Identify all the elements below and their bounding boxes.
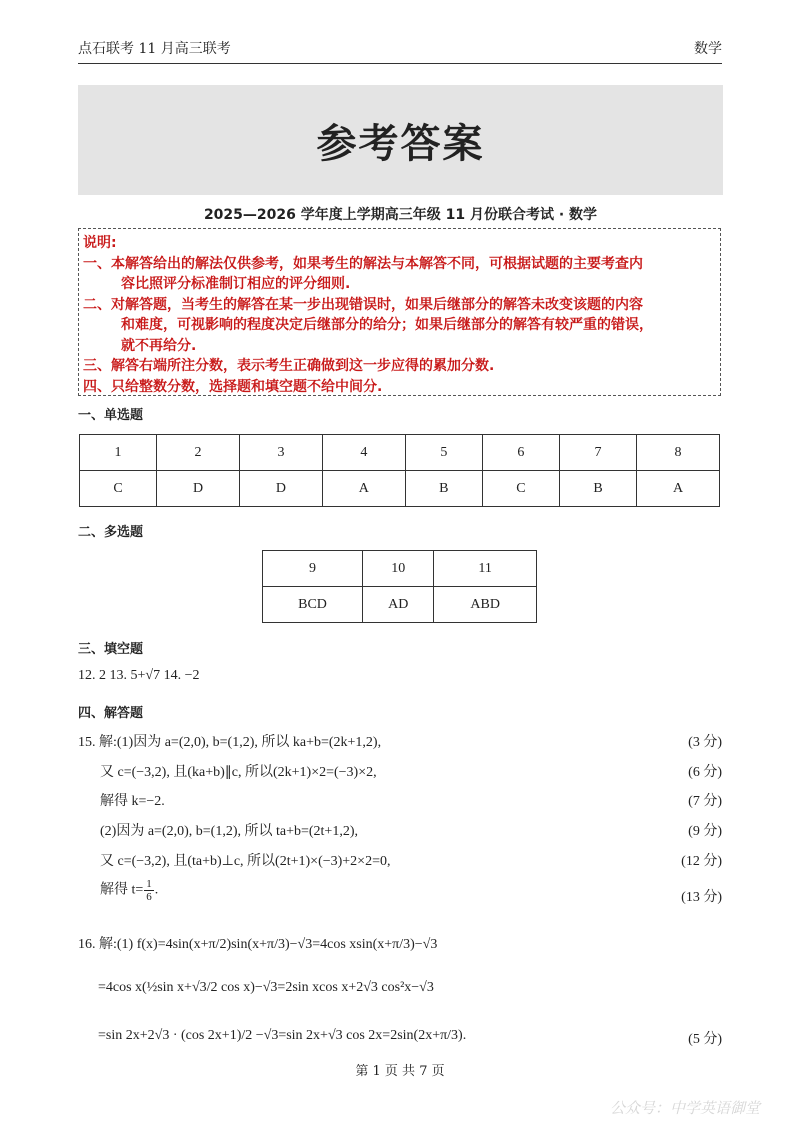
fraction bbox=[144, 878, 154, 903]
solution-line bbox=[78, 933, 722, 953]
solution-line bbox=[78, 761, 722, 781]
solution-text: (2)因为 a=(2,0), b=(1,2), 所以 ta+b=(2t+1,2), bbox=[100, 824, 358, 839]
section-heading-multi: 二、多选题 bbox=[78, 525, 144, 540]
page-footer: 第 1 页 共 7 页 bbox=[355, 1064, 445, 1079]
solution-line bbox=[78, 820, 722, 840]
header-divider bbox=[78, 63, 722, 64]
notes-line: 容比照评分标准制订相应的评分细则. bbox=[121, 276, 351, 292]
solution-line bbox=[78, 1028, 722, 1047]
table-cell: B bbox=[559, 471, 636, 507]
notes-line: 就不再给分. bbox=[121, 337, 197, 354]
notes-line: 和难度，可视影响的程度决定后继部分的给分；如果后继部分的解答有较严重的错误， bbox=[121, 317, 653, 333]
header-left: 点石联考 11 月高三联考 bbox=[78, 41, 231, 57]
table-cell: 8 bbox=[637, 435, 720, 471]
solution-text: =4cos x(½sin x+√3/2 cos x)−√3=2sin xcos x+2√3 cos²x−√3 bbox=[98, 980, 434, 995]
exam-subtitle: 2025—2026 学年度上学期高三年级 11 月份联合考试 · 数学 bbox=[203, 207, 598, 223]
table-cell: 3 bbox=[239, 435, 322, 471]
table-cell: D bbox=[157, 471, 240, 507]
section-heading-single: 一、单选题 bbox=[78, 408, 144, 423]
score-label: (9 分) bbox=[688, 824, 722, 839]
score-label: (7 分) bbox=[688, 794, 722, 809]
table-cell: 2 bbox=[157, 435, 240, 471]
table-cell: 6 bbox=[482, 435, 559, 471]
table-cell: 11 bbox=[434, 551, 537, 587]
table-cell: ABD bbox=[434, 587, 537, 623]
notes-line: 二、对解答题，当考生的解答在某一步出现错误时，如果后继部分的解答未改变该题的内容 bbox=[83, 296, 643, 313]
solution-text: 16. 解:(1) f(x)=4sin(x+π/2)sin(x+π/3)−√3=4cos xsin(x+π/3)−√3 bbox=[78, 937, 438, 952]
fraction-denominator: 6 bbox=[146, 891, 152, 903]
header-right: 数学 bbox=[694, 41, 722, 57]
table-cell: 4 bbox=[322, 435, 405, 471]
solution-text: 15. 解:(1)因为 a=(2,0), b=(1,2), 所以 ka+b=(2k+1,2), bbox=[78, 735, 382, 750]
table-cell: C bbox=[80, 471, 157, 507]
notes-box bbox=[78, 228, 721, 396]
table-cell: BCD bbox=[263, 587, 363, 623]
solution-line bbox=[78, 731, 722, 751]
solution-text: 解得 t= bbox=[100, 882, 144, 898]
notes-line: 四、只给整数分数，选择题和填空题不给中间分. bbox=[83, 378, 383, 395]
score-label: (12 分) bbox=[681, 854, 722, 869]
score-label: (3 分) bbox=[688, 735, 722, 750]
solution-line bbox=[78, 878, 722, 910]
solution-text: 又 c=(−3,2), 且(ka+b)∥c, 所以(2k+1)×2=(−3)×2, bbox=[100, 765, 377, 780]
table-cell: 1 bbox=[80, 435, 157, 471]
table-cell: D bbox=[239, 471, 322, 507]
table-cell: 9 bbox=[263, 551, 363, 587]
solution-text: =sin 2x+2√3 · (cos 2x+1)/2 −√3=sin 2x+√3 cos 2x=2sin(2x+π/3). bbox=[98, 1028, 467, 1043]
solution-line bbox=[78, 850, 722, 870]
table-row bbox=[263, 587, 537, 623]
table-cell: A bbox=[322, 471, 405, 507]
table-row bbox=[80, 435, 720, 471]
table-row bbox=[263, 551, 537, 587]
score-label: (5 分) bbox=[688, 1032, 722, 1047]
solution-text: 又 c=(−3,2), 且(ta+b)⊥c, 所以(2t+1)×(−3)+2×2=0, bbox=[100, 854, 391, 869]
notes-line: 三、解答右端所注分数，表示考生正确做到这一步应得的累加分数. bbox=[83, 358, 495, 374]
fraction-numerator: 1 bbox=[146, 878, 152, 890]
table-cell: AD bbox=[363, 587, 434, 623]
solution-text: . bbox=[154, 882, 159, 898]
notes-line: 说明: bbox=[83, 235, 117, 251]
page-title: 参考答案 bbox=[316, 119, 485, 167]
watermark: 公众号：中学英语御堂 bbox=[609, 1099, 760, 1117]
table-cell: 5 bbox=[405, 435, 482, 471]
score-label: (13 分) bbox=[681, 890, 722, 905]
solution-line bbox=[78, 980, 722, 996]
section-heading-solve: 四、解答题 bbox=[78, 706, 144, 721]
notes-line: 一、本解答给出的解法仅供参考，如果考生的解法与本解答不同，可根据试题的主要考查内 bbox=[83, 255, 643, 272]
title-banner bbox=[78, 85, 723, 195]
score-label: (6 分) bbox=[688, 765, 722, 780]
table-cell: A bbox=[637, 471, 720, 507]
table-cell: C bbox=[482, 471, 559, 507]
table-cell: 7 bbox=[559, 435, 636, 471]
fill-answers: 12. 2 13. 5+√7 14. −2 bbox=[78, 668, 200, 683]
table-row bbox=[80, 471, 720, 507]
solution-text: 解得 k=−2. bbox=[100, 794, 165, 809]
table-cell: 10 bbox=[363, 551, 434, 587]
solution-line bbox=[78, 790, 722, 810]
table-cell: B bbox=[405, 471, 482, 507]
section-heading-fill: 三、填空题 bbox=[78, 642, 144, 657]
single-choice-table bbox=[79, 434, 720, 507]
multi-choice-table bbox=[262, 550, 537, 623]
